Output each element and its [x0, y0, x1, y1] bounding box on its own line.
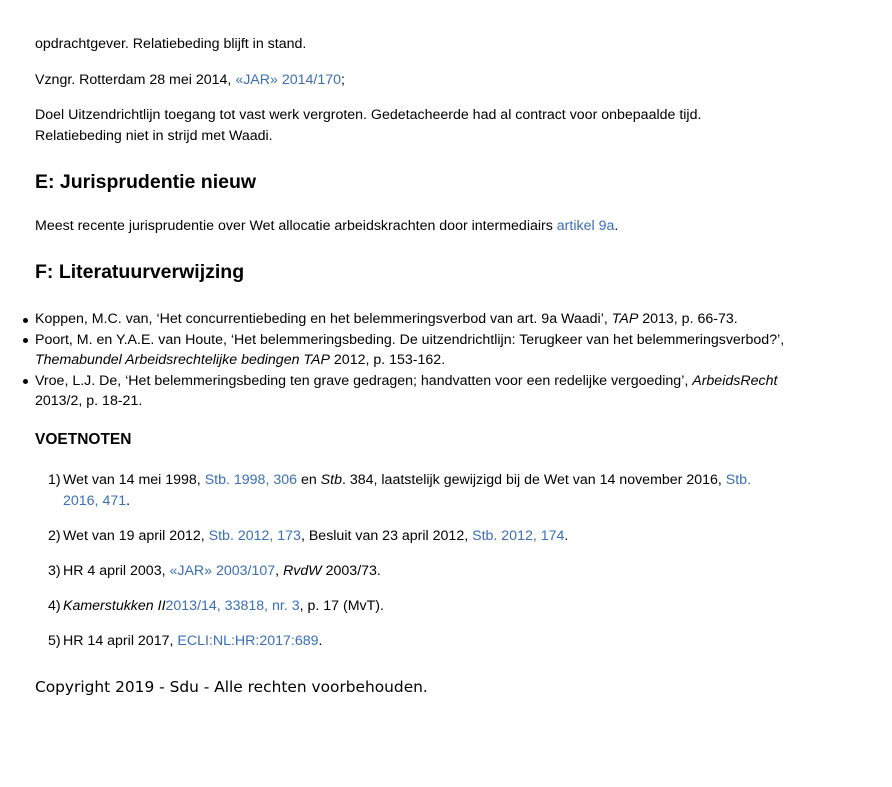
bullet-icon [23, 338, 28, 343]
paragraph-line: Relatiebeding niet in strijd met Waadi. [35, 127, 273, 144]
footnote-number: 5) [48, 633, 61, 649]
literature-list [19, 309, 839, 412]
footnote-5: 5) HR 14 april 2017, ECLI:NL:HR:2017:689. [48, 631, 808, 652]
bullet-icon [23, 318, 28, 323]
ecli-link[interactable]: ECLI:NL:HR:2017:689 [177, 633, 319, 649]
bullet-icon [23, 379, 28, 384]
footnote-number: 3) [48, 563, 61, 579]
paragraph-vzngr: Vzngr. Rotterdam 28 mei 2014, «JAR» 2014/170; [35, 72, 345, 88]
stb-2012-174-link[interactable]: Stb. 2012, 174 [472, 528, 565, 544]
footnote-number: 4) [48, 598, 61, 614]
footnote-4: 4) Kamerstukken II2013/14, 33818, nr. 3, p. 17 (MvT). [48, 596, 808, 617]
stb-2016-471-link[interactable]: Stb. 2016, 471 [63, 472, 752, 509]
jar-2014-170-link[interactable]: «JAR» 2014/170 [235, 72, 342, 88]
paragraph-line: Doel Uitzendrichtlijn toegang tot vast werk vergroten. Gedetacheerde had al contract voor onbepaalde tijd. [35, 107, 702, 123]
paragraph-doel [35, 105, 795, 146]
footnotes-heading: VOETNOTEN [35, 431, 132, 448]
list-item: Koppen, M.C. van, ‘Het concurrentiebeding en het belemmeringsverbod van art. 9a Waadi’, TAP 2013, p. 66-73. [19, 309, 839, 330]
jar-2003-107-link[interactable]: «JAR» 2003/107 [169, 563, 276, 579]
paragraph-text: Meest recente jurisprudentie over Wet allocatie arbeidskrachten door intermediairs [35, 218, 557, 234]
footnote-3: 3) HR 4 april 2003, «JAR» 2003/107, RvdW 2003/73. [48, 561, 808, 582]
paragraph-text: Vzngr. Rotterdam 28 mei 2014, [35, 72, 236, 88]
list-item: Vroe, L.J. De, ‘Het belemmeringsbeding ten grave gedragen; handvatten voor een redelijke vergoeding’, ArbeidsRecht 2013/2, p. 18-21. [19, 371, 839, 412]
artikel-9a-link[interactable]: artikel 9a [556, 218, 615, 234]
copyright-notice: Copyright 2019 - Sdu - Alle rechten voorbehouden. [35, 678, 428, 696]
stb-2012-173-link[interactable]: Stb. 2012, 173 [208, 528, 301, 544]
footnote-number: 1) [48, 472, 61, 488]
paragraph-text: opdrachtgever. Relatiebeding blijft in stand. [35, 36, 307, 52]
kamerstukken-link[interactable]: 2013/14, 33818, nr. 3 [165, 598, 300, 614]
list-item: Poort, M. en Y.A.E. van Houte, ‘Het belemmeringsbeding. De uitzendrichtlijn: Terugkeer van het belemmeringsverbod?’, Themabundel Arbeidsrechtelijke bedingen TAP 2012, p. 153-162. [19, 330, 839, 371]
paragraph-intro-1 [35, 34, 795, 55]
footnote-2: 2) Wet van 19 april 2012, Stb. 2012, 173, Besluit van 23 april 2012, Stb. 2012, 174. [48, 526, 808, 547]
paragraph-jurisprudentie: Meest recente jurisprudentie over Wet allocatie arbeidskrachten door intermediairs artikel 9a. [35, 218, 619, 234]
footnote-1: 1) Wet van 14 mei 1998, Stb. 1998, 306 en Stb. 384, laatstelijk gewijzigd bij de Wet van 14 november 2016, Stb. 2016, 471. [48, 472, 752, 509]
stb-1998-306-link[interactable]: Stb. 1998, 306 [204, 472, 297, 488]
heading-jurisprudentie-nieuw: E: Jurisprudentie nieuw [35, 171, 257, 193]
heading-literatuurverwijzing: F: Literatuurverwijzing [35, 261, 245, 283]
footnote-number: 2) [48, 528, 61, 544]
